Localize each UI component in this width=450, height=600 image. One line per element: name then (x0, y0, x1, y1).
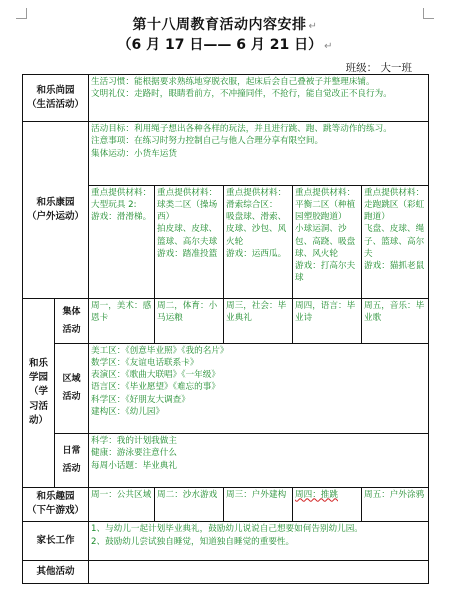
outdoor-zone-4: 重点提供材料：平衡二区（种植园塑胶跑道） 小球运洞、沙包、高跷、吸盘球、风火轮 游戏：打高尔夫球 (293, 185, 362, 298)
group-day-tue: 周二，体育：小马运粮 (155, 298, 224, 343)
row-other (23, 561, 429, 584)
outdoor-zone-2: 重点提供材料：球类二区（操场西） 拍皮球、皮球、篮球、高尔夫球 游戏：踏准投篮 (155, 185, 224, 298)
row-family (23, 522, 429, 561)
row-learning-area (23, 343, 429, 433)
paragraph-mark-icon: ↵ (324, 41, 333, 52)
page-title: 第十八周教育活动内容安排 ↵ (132, 17, 318, 33)
outdoor-goal: 活动目标：利用绳子想出各种各样的玩法，并且进行跳、跑、跳等动作的练习。 注意事项：在练习时努力控制自己与他人合理分享有限空间。 集体运动：小货车运货 (89, 122, 429, 186)
row-life (23, 75, 429, 122)
row-learning-group (23, 298, 429, 343)
daily-activity-content: 科学：我的计划我做主 健康：游泳要注意什么 每周小话题：毕业典礼 (89, 434, 429, 487)
game-day-mon: 周一：公共区域 (89, 487, 155, 522)
row-learning-daily (23, 434, 429, 487)
row-games (23, 487, 429, 522)
other-content (89, 561, 429, 584)
outdoor-group: 集体运动：小货车运货 (91, 148, 177, 159)
group-day-fri: 周五，音乐：毕业歌 (362, 298, 429, 343)
group-day-mon: 周一，美术：感恩卡 (89, 298, 155, 343)
outdoor-zone-3: 重点提供材料：滑索综合区： 吸盘球、滑索、皮球、沙包、风火轮 游戏：运西瓜。 (224, 185, 293, 298)
group-activity-label: 集体 活动 (55, 298, 89, 343)
class-label: 班级： 大一班 (345, 62, 412, 74)
family-label: 家长工作 (23, 522, 89, 561)
group-day-wed: 周三，社会：毕业典礼 (224, 298, 293, 343)
outdoor-zone-5: 重点提供材料：走跑跳区（彩虹跑道） 飞盘、皮球、绳子、篮球、高尔夫 游戏：猫抓老鼠 (362, 185, 429, 298)
family-content: 1、与幼儿一起计划毕业典礼，鼓励幼儿说说自己想要如何告别幼儿园。 2、鼓励幼儿尝试独自睡觉，知道独自睡觉的重要性。 (89, 522, 429, 561)
other-label: 其他活动 (23, 561, 89, 584)
life-label: 和乐尚园 （生活活动） (23, 75, 89, 122)
game-day-thu: 周四：推跳 (293, 487, 362, 522)
area-activity-content: 美工区：《创意毕业照》《我的名片》 数学区：《友谊电话联系卡》 表演区：《歌曲大联唱》《一年级》 语言区：《毕业愿望》《难忘的事》 科学区：《好朋友大调查》 建构区：《幼儿园》 (89, 343, 429, 433)
game-day-wed: 周三：户外建构 (224, 487, 293, 522)
paragraph-mark-icon: ↵ (308, 21, 318, 32)
game-day-fri: 周五：户外涂鸦 (362, 487, 429, 522)
schedule-table (22, 74, 429, 584)
life-manners: 文明礼仪：走路时，眼睛看前方，不冲撞同伴，不抢行，能自觉改正不良行为。 (91, 89, 392, 100)
area-activity-label: 区域 活动 (55, 343, 89, 433)
date-range: （6 月 17 日—— 6 月 21 日） ↵ (117, 37, 333, 53)
life-content (89, 75, 429, 122)
learning-label: 和乐 学园 （学 习活 动） (23, 298, 55, 487)
game-day-tue: 周二：沙水游戏 (155, 487, 224, 522)
row-outdoor-goal (23, 122, 429, 186)
games-label: 和乐趣园 （下午游戏） (23, 487, 89, 522)
class-name: 大一班 (380, 62, 412, 74)
outdoor-label: 和乐康园 （户外运动） (23, 122, 89, 299)
outdoor-notes: 注意事项：在练习时努力控制自己与他人合理分享有限空间。 (91, 136, 324, 147)
outdoor-zone-1: 重点提供材料： 大型玩具 2: 游戏：滑滑梯。 (89, 185, 155, 298)
group-day-thu: 周四，语言：毕业诗 (293, 298, 362, 343)
daily-activity-label: 日常 活动 (55, 434, 89, 487)
life-habit: 生活习惯：能根据要求熟练地穿脱衣服，起床后会自己叠被子并整理床铺。 (91, 77, 375, 87)
